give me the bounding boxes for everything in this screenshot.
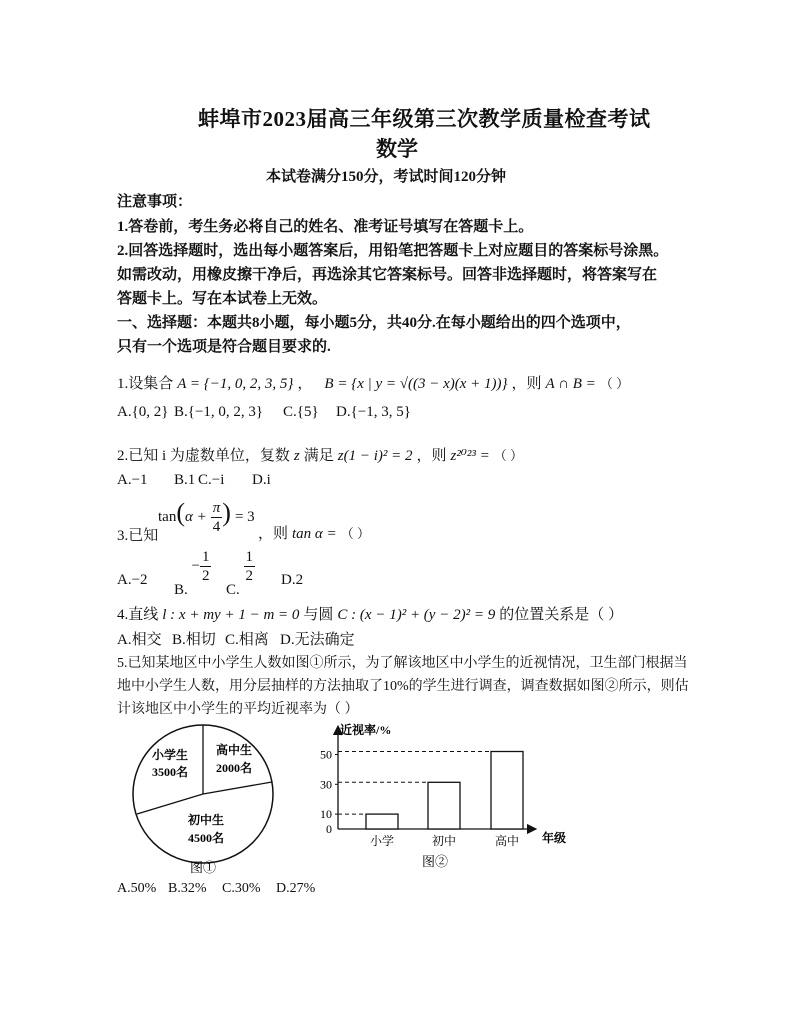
bar-初中: [428, 782, 460, 829]
q4-option-d: D.无法确定: [280, 632, 355, 648]
bar-category-label-初中: 初中: [431, 834, 457, 848]
q5-option-a: A.50%: [117, 881, 157, 896]
q5-line-3: 计该地区中小学生的平均近视率为（ ）: [117, 702, 359, 717]
q2-answer-paren: （ ）: [493, 448, 524, 463]
figure-2-caption: 图②: [421, 854, 449, 869]
q1-option-b: B.{−1, 0, 2, 3}: [174, 404, 264, 420]
q3-option-c: C. $\frac{1}{2}$: [226, 549, 254, 598]
q1-option-d: D.{−1, 3, 5}: [336, 404, 411, 420]
q2-option-a: A.−1: [117, 472, 148, 488]
exam-info: 本试卷满分150分，考试时间120分钟: [266, 169, 507, 185]
q3-option-d: D.2: [281, 572, 304, 588]
q2-z: z: [293, 448, 300, 464]
q2-option-b: B.1: [174, 472, 196, 488]
pie-count-senior: 2000名: [215, 761, 253, 775]
q2-condition: z(1 − i)² = 2: [337, 448, 413, 464]
q5-option-c: C.30%: [222, 881, 261, 896]
bar-xlabel: 年级: [542, 831, 567, 845]
q1-option-a: A.{0, 2}: [117, 404, 169, 420]
notes-heading: 注意事项：: [117, 194, 193, 210]
q2-satisfies: 满足: [303, 448, 334, 464]
question-2: [117, 444, 523, 465]
q1-option-c: C.{5}: [283, 404, 319, 420]
q5-option-b: B.32%: [168, 881, 207, 896]
figure-1-caption: 图①: [189, 860, 217, 875]
q3-prefix: 3.已知: [117, 528, 159, 544]
note-2-line-3: 答题卡上。写在本试卷上无效。: [117, 291, 328, 307]
bar-category-label-高中: 高中: [494, 834, 520, 848]
q4-option-a: A.相交: [117, 632, 162, 648]
question-1: [117, 372, 629, 393]
page-title: 蚌埠市2023届高三年级第三次教学质量检查考试: [198, 107, 651, 131]
q4-circle: C : (x − 1)² + (y − 2)² = 9: [337, 607, 496, 623]
q3-condition: tan(α + $\frac{\pi}{4}$ ) = 3: [158, 498, 255, 535]
q2-target: z²⁰²³ =: [450, 448, 490, 464]
q3-option-a: A.−2: [117, 572, 148, 588]
q3-question-tail: ，则 tan α = （ ）: [258, 526, 370, 542]
bar-ytick-label-50: 50: [320, 747, 332, 762]
bar-ylabel: 近视率/%: [340, 723, 392, 737]
subject-title: 数学: [376, 137, 418, 161]
q4-option-b: B.相切: [172, 632, 216, 648]
pie-divider-center-right: [203, 782, 272, 794]
q2-then: ，则: [416, 448, 447, 464]
q1-prefix: 1.设集合: [117, 376, 174, 392]
q2-option-c: C.−i: [198, 472, 225, 488]
pie-label-primary: 小学生: [151, 748, 189, 762]
q2-prefix: 2.已知 i 为虚数单位，复数: [117, 448, 290, 464]
note-2-line-2: 如需改动，用橡皮擦干净后，再选涂其它答案标号。回答非选择题时，将答案写在: [117, 267, 658, 283]
question-4: 4.直线 l : x + my + 1 − m = 0 与圆 C : (x − 1)² + (y − 2)² = 9 的位置关系是（ ）: [117, 607, 623, 623]
figure-1-pie-chart: [128, 722, 278, 877]
q4-option-c: C.相离: [225, 632, 269, 648]
bar-高中: [491, 752, 523, 830]
q5-option-d: D.27%: [276, 881, 316, 896]
pie-divider-center-left: [137, 794, 203, 814]
section-1-instruction-line-1: 一、选择题：本题共8小题，每小题5分，共40分.在每小题给出的四个选项中，: [117, 315, 631, 331]
q1-comma: ，: [297, 376, 313, 392]
note-2-line-1: 2.回答选择题时，选出每小题答案后，用铅笔把答题卡上对应题目的答案标号涂黑。: [117, 243, 669, 259]
bar-小学: [366, 814, 398, 829]
section-1-instruction-line-2: 只有一个选项是符合题目要求的.: [117, 339, 331, 355]
pie-count-junior: 4500名: [187, 831, 225, 845]
q3-option-b: B. − $\frac{1}{2}$: [174, 549, 210, 598]
q5-line-2: 地中小学生人数，用分层抽样的方法抽取了10%的学生进行调查，调查数据如图②所示，则估: [117, 679, 689, 694]
q5-line-1: 5.已知某地区中小学生人数如图①所示，为了解该地区中小学生的近视情况，卫生部门根据当: [117, 656, 688, 671]
q1-expr: A ∩ B =: [545, 376, 596, 392]
q1-then: ，则: [511, 376, 542, 392]
pie-label-senior: 高中生: [215, 743, 253, 757]
bar-ytick-label-0: 0: [326, 822, 332, 836]
q1-set-a: A = {−1, 0, 2, 3, 5}: [177, 376, 294, 392]
bar-ytick-label-10: 10: [320, 807, 332, 822]
q4-line: l : x + my + 1 − m = 0: [162, 607, 300, 623]
pie-label-junior: 初中生: [187, 813, 225, 827]
q2-option-d: D.i: [252, 472, 271, 488]
pie-count-primary: 3500名: [151, 765, 189, 779]
note-1: 1.答卷前，考生务必将自己的姓名、准考证号填写在答题卡上。: [117, 219, 534, 235]
q1-answer-paren: （ ）: [599, 376, 630, 391]
bar-ytick-label-30: 30: [320, 777, 332, 792]
q1-set-b: B = {x | y = √((3 − x)(x + 1))}: [324, 376, 508, 392]
bar-category-label-小学: 小学: [369, 834, 395, 848]
figure-2-bar-chart: [310, 718, 580, 878]
